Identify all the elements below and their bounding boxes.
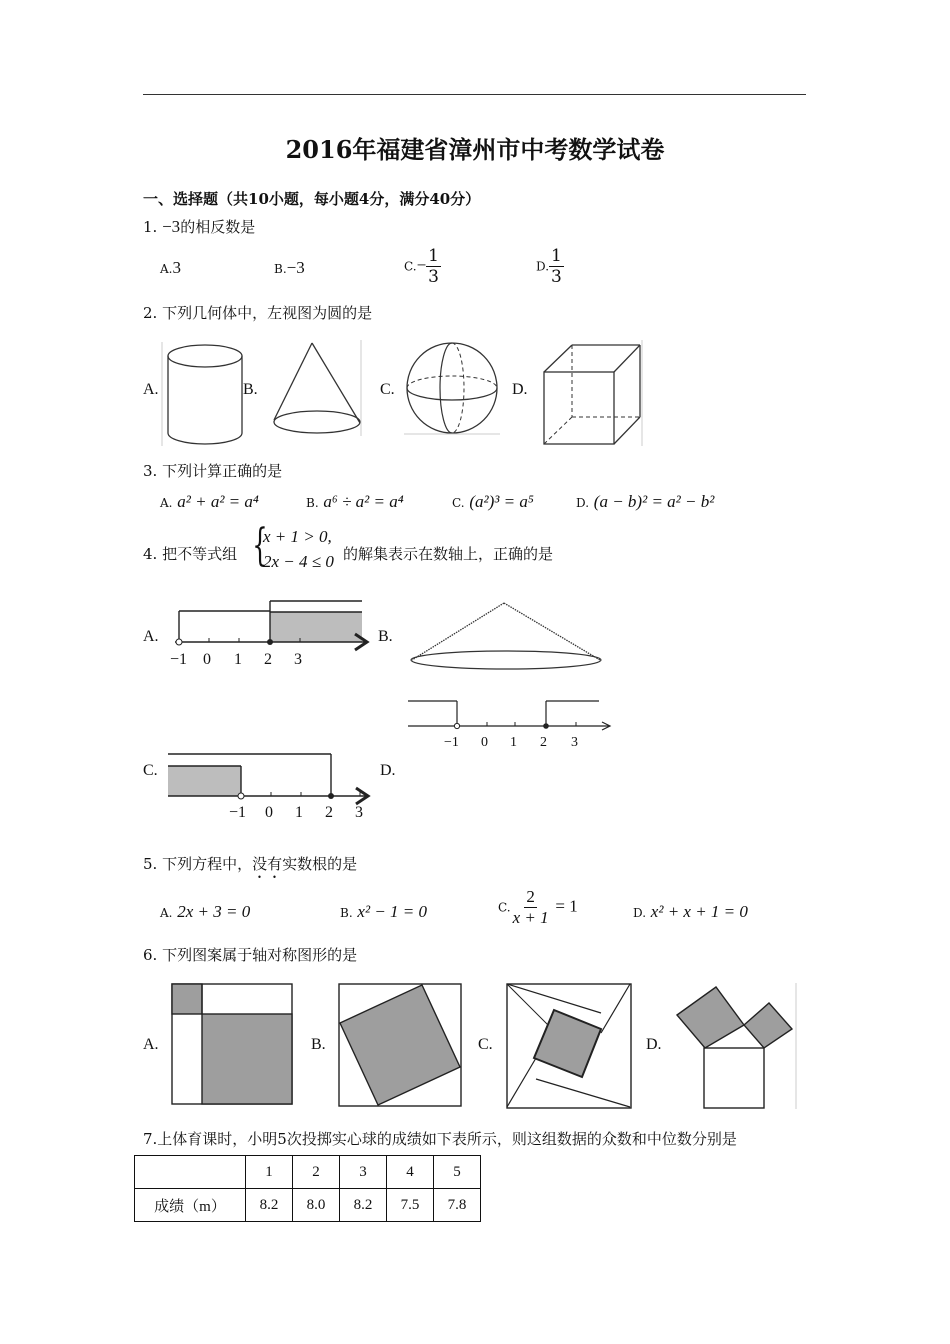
question-6-stem [143, 944, 357, 965]
question-3-text: 下列计算正确的是 [162, 462, 283, 480]
denominator: 3 [428, 267, 439, 287]
q4-label-a: A. [143, 628, 159, 645]
table-cell: 3 [340, 1156, 387, 1189]
denominator: x + 1 [512, 908, 549, 927]
option-letter: B. [340, 906, 353, 920]
option-expression: (a − b)² = a² − b² [593, 492, 715, 511]
option-value: 3 [172, 258, 181, 277]
pattern-d-figure [674, 983, 798, 1109]
fraction [426, 246, 441, 287]
q4-label-d: D. [380, 762, 396, 779]
q1-option-c [404, 246, 441, 287]
tick-label: 3 [571, 735, 578, 750]
q3-option-b [306, 492, 404, 512]
numerator: 1 [428, 246, 439, 266]
q4-label-b: B. [378, 628, 393, 645]
tick-label: 1 [234, 651, 242, 668]
option-letter: B. [274, 262, 287, 276]
tick-label: 1 [510, 735, 517, 750]
tick-label: −1 [170, 651, 188, 668]
q6-label-d: D. [646, 1036, 662, 1053]
table-cell: 2 [293, 1156, 340, 1189]
option-letter: B. [306, 496, 319, 510]
table-header-row [135, 1156, 481, 1189]
cone-side-figure [404, 600, 604, 672]
table-cell: 1 [246, 1156, 293, 1189]
q2-label-d: D. [512, 381, 528, 398]
question-number: 5. [143, 855, 158, 873]
numerator: 2 [526, 887, 535, 906]
tick-label: 0 [203, 651, 211, 668]
number-line-c [160, 750, 380, 806]
q6-label-a: A. [143, 1036, 159, 1053]
header-rule [143, 94, 806, 95]
option-rest: = 1 [555, 896, 578, 916]
tick-label: −1 [444, 735, 459, 750]
cone-figure [262, 338, 362, 438]
cube-figure [538, 340, 646, 448]
question-4-text-post: 的解集表示在数轴上，正确的是 [343, 545, 554, 563]
q2-label-c: C. [380, 381, 395, 398]
question-7-stem: 7.上体育课时，小明5次投掷实心球的成绩如下表所示，则这组数据的众数和中位数分别是 [143, 1130, 737, 1148]
q4-label-c: C. [143, 762, 158, 779]
option-expression: x² − 1 = 0 [357, 902, 428, 921]
option-letter: D. [633, 906, 647, 920]
q3-option-c [452, 492, 534, 512]
option-expression: 2x + 3 = 0 [177, 902, 251, 921]
option-letter: C. [498, 900, 511, 915]
question-number: 4. [143, 545, 158, 563]
question-4-num [143, 543, 237, 564]
numerator: 1 [551, 246, 562, 266]
q2-label-a: A. [143, 381, 159, 398]
number-line-b [405, 697, 615, 737]
page-title: 2016年福建省漳州市中考数学试卷 [285, 135, 665, 164]
table-cell: 8.2 [340, 1189, 387, 1222]
option-expression: a⁶ ÷ a² = a⁴ [323, 492, 404, 511]
question-number: 3. [143, 462, 158, 480]
question-1-text: 的相反数是 [180, 218, 256, 236]
question-4-text-pre: 把不等式组 [162, 545, 238, 563]
table-cell: 成绩（m） [135, 1189, 246, 1222]
option-value: −3 [286, 258, 305, 277]
table-cell: 7.8 [434, 1189, 481, 1222]
q6-label-c: C. [478, 1036, 493, 1053]
option-letter: D. [576, 496, 590, 510]
tick-label: 1 [295, 804, 303, 821]
q5-option-b [340, 902, 427, 922]
question-3-stem [143, 460, 282, 481]
option-sign: − [416, 255, 427, 275]
pattern-c-figure [506, 983, 632, 1109]
question-5-text-post: 实数根的是 [282, 855, 358, 873]
table-row [135, 1189, 481, 1222]
sphere-figure [402, 340, 502, 438]
q1-option-b [274, 258, 305, 278]
option-expression: a² + a² = a⁴ [177, 492, 259, 511]
tick-label: 3 [355, 804, 363, 821]
table-cell: 4 [387, 1156, 434, 1189]
pattern-a-figure [171, 983, 293, 1105]
tick-label: 0 [265, 804, 273, 821]
tick-label: 3 [294, 651, 302, 668]
section-heading: 一、选择题（共10小题，每小题4分，满分40分） [143, 190, 481, 208]
tick-label: 0 [481, 735, 488, 750]
q5-option-c [498, 887, 578, 928]
question-2-text: 下列几何体中，左视图为圆的是 [162, 304, 373, 322]
q5-option-a [160, 902, 250, 922]
question-2-stem [143, 302, 372, 323]
q1-option-a [160, 258, 181, 278]
q3-option-a [160, 492, 259, 512]
fraction [511, 887, 551, 928]
table-cell: 5 [434, 1156, 481, 1189]
inequality-brace: { [252, 520, 268, 571]
option-letter: A. [160, 906, 173, 920]
q3-option-d [576, 492, 714, 512]
q6-label-b: B. [311, 1036, 326, 1053]
question-number: 1. [143, 218, 158, 236]
tick-label: −1 [229, 804, 247, 821]
option-letter: C. [452, 496, 465, 510]
tick-label: 2 [540, 735, 547, 750]
option-letter: D. [536, 259, 550, 274]
option-letter: C. [404, 259, 417, 274]
question-number: 2. [143, 304, 158, 322]
inequality-1: x + 1 > 0, [263, 527, 332, 546]
question-5-text-pre: 下列方程中， [162, 855, 253, 873]
pattern-b-figure [338, 983, 462, 1107]
table-cell: 7.5 [387, 1189, 434, 1222]
option-expression: (a²)³ = a⁵ [469, 492, 534, 511]
table-cell [135, 1156, 246, 1189]
question-number: 6. [143, 946, 158, 964]
question-5-stem [143, 853, 357, 882]
table-cell: 8.2 [246, 1189, 293, 1222]
tick-label: 2 [325, 804, 333, 821]
q1-option-d [536, 246, 564, 287]
denominator: 3 [551, 267, 562, 287]
option-letter: A. [160, 496, 173, 510]
inequality-2: 2x − 4 ≤ 0 [263, 552, 334, 571]
question-5-emphasis: 没有 [252, 855, 283, 873]
table-cell: 8.0 [293, 1189, 340, 1222]
question-1-value: −3 [162, 217, 181, 236]
q5-option-d [633, 902, 748, 922]
question-6-text: 下列图案属于轴对称图形的是 [162, 946, 358, 964]
score-table [134, 1155, 481, 1222]
option-expression: x² + x + 1 = 0 [650, 902, 748, 921]
option-letter: A. [160, 262, 173, 276]
cylinder-figure [160, 338, 250, 448]
question-1-stem [143, 216, 255, 237]
fraction [549, 246, 564, 287]
tick-label: 2 [264, 651, 272, 668]
q2-label-b: B. [243, 381, 258, 398]
